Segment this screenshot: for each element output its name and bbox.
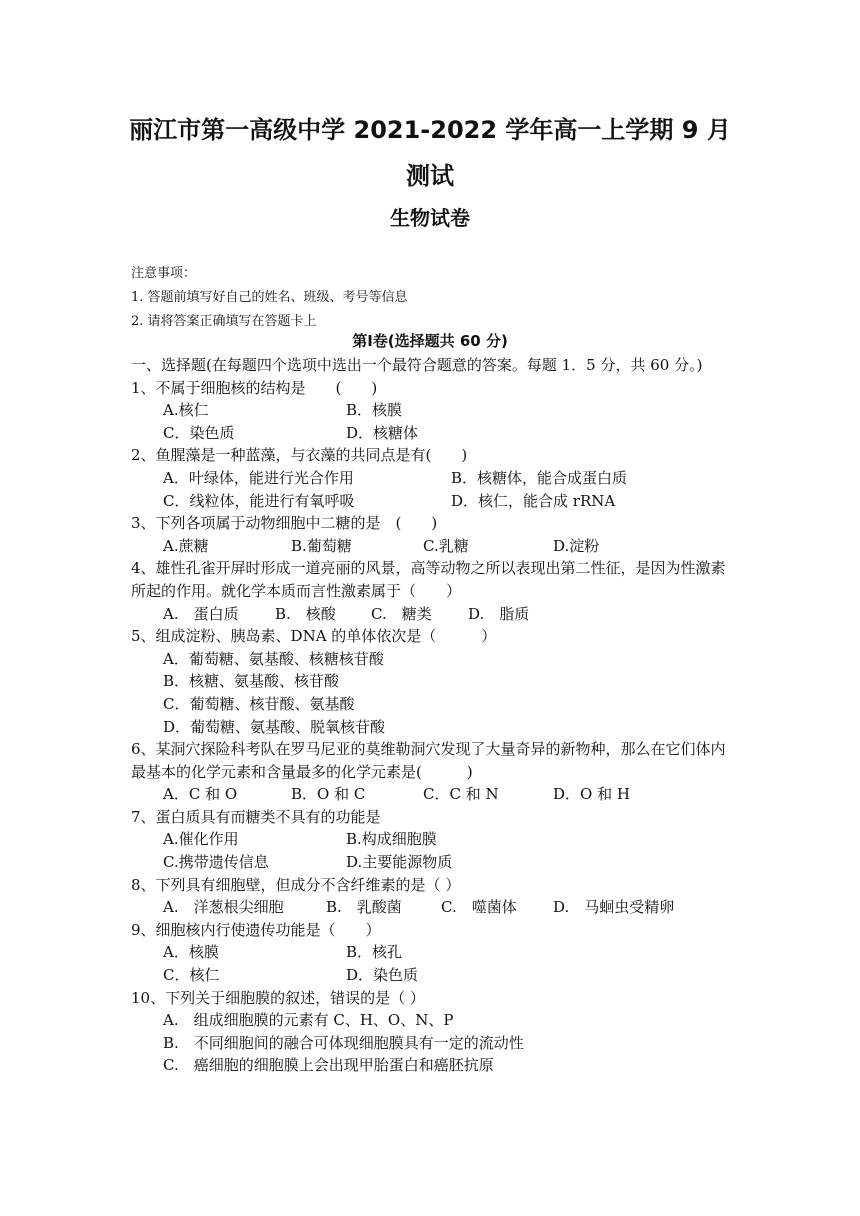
question-stem: 9、细胞核内行使遗传功能是（ ） <box>131 920 381 939</box>
question-stem: 7、蛋白质具有而糖类不具有的功能是 <box>131 807 381 826</box>
section-title: 第Ⅰ卷(选择题共 60 分) <box>352 332 508 350</box>
option: A. 蛋白质 <box>163 604 239 623</box>
option: A．葡萄糖、氨基酸、核糖核苷酸 <box>163 649 384 668</box>
option: C．染色质 <box>163 423 235 442</box>
option-row <box>131 535 731 558</box>
option: C．葡萄糖、核苷酸、氨基酸 <box>163 694 355 713</box>
question-stem: 4、雄性孔雀开屏时形成一道亮丽的风景，高等动物之所以表现出第二性征，是因为性激素所起的作用。就化学本质而言性激素属于（ ） <box>131 559 726 600</box>
option: D．葡萄糖、氨基酸、脱氧核苷酸 <box>163 717 386 736</box>
question-stem: 2、鱼腥藻是一种蓝藻，与衣藻的共同点是有( ) <box>131 446 468 465</box>
option-row <box>131 1009 731 1032</box>
option-row <box>131 964 731 987</box>
option: A.催化作用 <box>163 830 239 849</box>
option: A．C 和 O <box>163 785 238 804</box>
option-row <box>131 1032 731 1055</box>
page-title: 丽江市第一高级中学 2021-2022 学年高一上学期 9 月测试 <box>129 116 731 190</box>
option: C. 糖类 <box>371 604 432 623</box>
option: C.携带遗传信息 <box>163 853 269 872</box>
notes-heading: 注意事项： <box>131 266 197 281</box>
option: B．核膜 <box>346 401 403 420</box>
notes-item: 1. 答题前填写好自己的姓名、班级、考号等信息 <box>131 290 408 305</box>
option-row <box>131 422 731 445</box>
option-row <box>131 467 731 490</box>
notes-block <box>131 262 408 334</box>
notes-item: 2. 请将答案正确填写在答题卡上 <box>131 314 317 329</box>
option-row <box>131 693 731 716</box>
option: B.葡萄糖 <box>291 536 352 555</box>
option: B. 核酸 <box>275 604 336 623</box>
option: C. 癌细胞的细胞膜上会出现甲胎蛋白和癌胚抗原 <box>163 1056 494 1075</box>
option: D. 脂质 <box>468 604 530 623</box>
option-row <box>131 603 731 626</box>
question-stem: 3、下列各项属于动物细胞中二糖的是 ( ) <box>131 514 438 533</box>
option: B．O 和 C <box>291 785 366 804</box>
option: D.主要能源物质 <box>346 853 453 872</box>
option: C. 噬菌体 <box>441 898 517 917</box>
option: B. 乳酸菌 <box>326 898 402 917</box>
option: C．C 和 N <box>423 785 499 804</box>
option-row <box>131 896 731 919</box>
option: D．核糖体 <box>346 423 419 442</box>
option-row <box>131 828 731 851</box>
option: A.核仁 <box>163 401 209 420</box>
question-body <box>131 354 731 1077</box>
option: B．核糖体，能合成蛋白质 <box>451 468 628 487</box>
option-row <box>131 670 731 693</box>
option: A.蔗糖 <box>163 536 209 555</box>
option: D．O 和 H <box>553 785 630 804</box>
option: B．核孔 <box>346 943 403 962</box>
option-row <box>131 648 731 671</box>
option-row <box>131 1054 731 1077</box>
question-stem: 10、下列关于细胞膜的叙述，错误的是（ ） <box>131 988 425 1007</box>
option: D．核仁，能合成 rRNA <box>451 491 616 510</box>
page-subtitle: 生物试卷 <box>390 206 470 230</box>
option-row <box>131 399 731 422</box>
option: A．核膜 <box>163 943 219 962</box>
instructions: 一、选择题(在每题四个选项中选出一个最符合题意的答案。每题 1．5 分，共 60 分。) <box>131 356 703 374</box>
question-stem: 6、某洞穴探险科考队在罗马尼亚的莫维勒洞穴发现了大量奇异的新物种，那么在它们体内最基本的化学元素和含量最多的化学元素是( ) <box>131 740 726 781</box>
option: D. 马蛔虫受精卵 <box>553 898 675 917</box>
question-stem: 5、组成淀粉、胰岛素、DNA 的单体依次是（ ） <box>131 627 497 646</box>
question-stem: 8、下列具有细胞壁，但成分不含纤维素的是（ ） <box>131 875 461 894</box>
option: D．染色质 <box>346 966 419 985</box>
option: B. 不同细胞间的融合可体现细胞膜具有一定的流动性 <box>163 1033 524 1052</box>
option: B．核糖、氨基酸、核苷酸 <box>163 672 340 691</box>
option: A. 洋葱根尖细胞 <box>163 898 284 917</box>
option: B.构成细胞膜 <box>346 830 437 849</box>
option: C．核仁 <box>163 966 220 985</box>
option: A. 组成细胞膜的元素有 C、H、O、N、P <box>163 1011 454 1030</box>
question-stem: 1、不属于细胞核的结构是 ( ) <box>131 378 378 397</box>
option: A．叶绿体，能进行光合作用 <box>163 468 354 487</box>
option-row <box>131 490 731 513</box>
option: C．线粒体，能进行有氧呼吸 <box>163 491 355 510</box>
option-row <box>131 716 731 739</box>
option: D.淀粉 <box>553 536 600 555</box>
option-row <box>131 783 731 806</box>
option: C.乳糖 <box>423 536 469 555</box>
option-row <box>131 941 731 964</box>
option-row <box>131 851 731 874</box>
